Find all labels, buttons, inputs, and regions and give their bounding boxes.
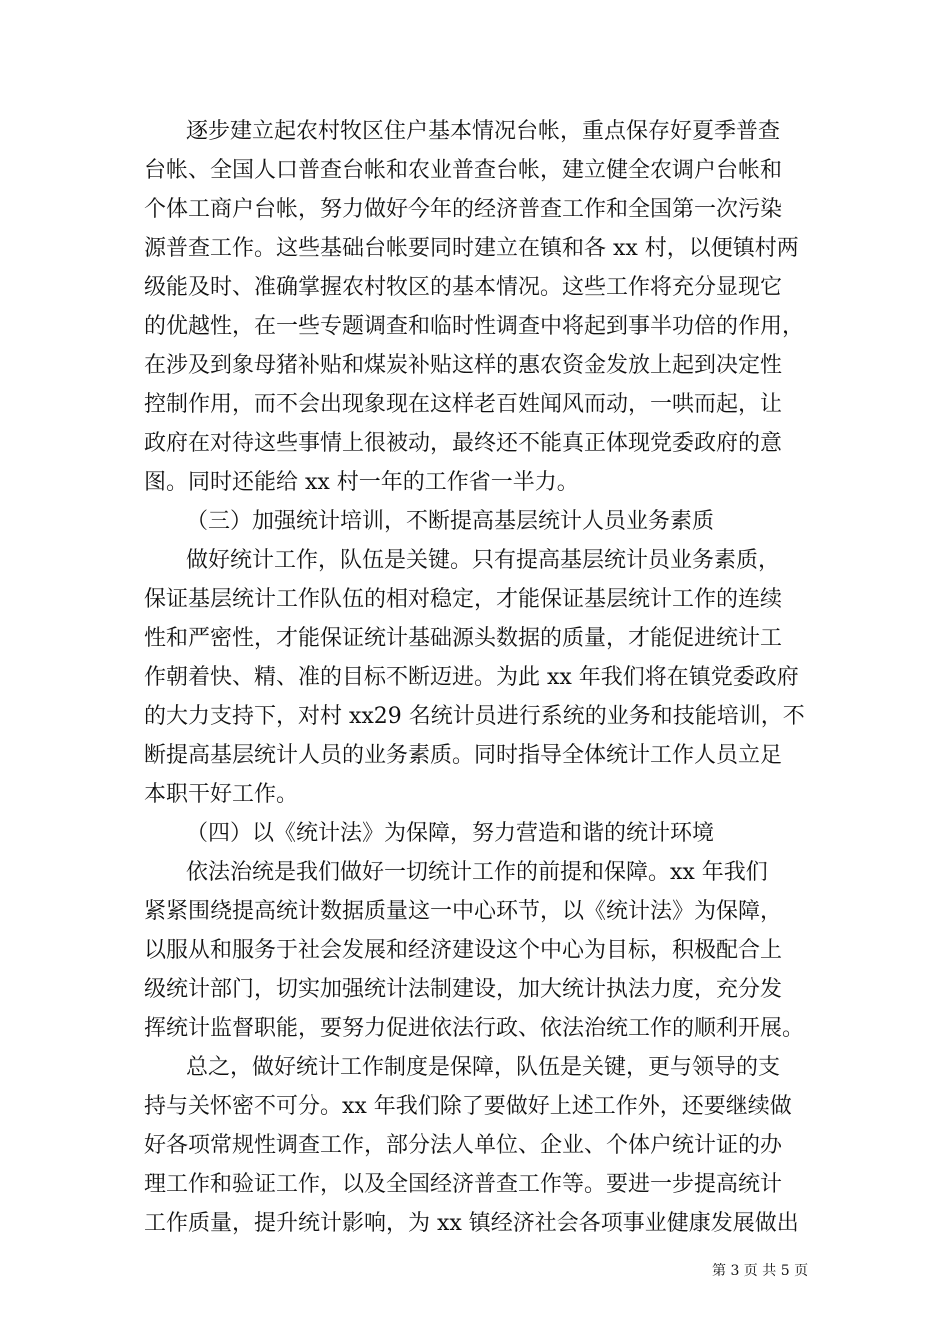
section-heading: （四）以《统计法》为保障，努力营造和谐的统计环境: [186, 821, 715, 846]
text-line: 个体工商户台帐，努力做好今年的经济普查工作和全国第一次污染: [144, 197, 783, 222]
text-line: 紧紧围绕提高统计数据质量这一中心环节，以《统计法》为保障，: [144, 899, 783, 924]
text-line: 性和严密性，才能保证统计基础源头数据的质量，才能促进统计工: [144, 626, 783, 651]
text-line: 做好统计工作，队伍是关键。只有提高基层统计员业务素质，: [186, 548, 781, 573]
text-line: 持与关怀密不可分。xx 年我们除了要做好上述工作外，还要继续做: [144, 1094, 792, 1119]
text-line: 图。同时还能给 xx 村一年的工作省一半力。: [144, 470, 579, 495]
text-line: 级统计部门，切实加强统计法制建设，加大统计执法力度，充分发: [144, 977, 783, 1002]
text-line: 控制作用，而不会出现象现在这样老百姓闻风而动，一哄而起，让: [144, 392, 783, 417]
text-line: 断提高基层统计人员的业务素质。同时指导全体统计工作人员立足: [144, 743, 783, 768]
text-line: 台帐、全国人口普查台帐和农业普查台帐，建立健全农调户台帐和: [144, 158, 783, 183]
text-line: 级能及时、准确掌握农村牧区的基本情况。这些工作将充分显现它: [144, 275, 783, 300]
text-line: 的大力支持下，对村 xx29 名统计员进行系统的业务和技能培训，不: [144, 704, 805, 729]
text-line: 理工作和验证工作，以及全国经济普查工作等。要进一步提高统计: [144, 1172, 783, 1197]
text-line: 挥统计监督职能，要努力促进依法行政、依法治统工作的顺利开展。: [144, 1016, 805, 1041]
text-line: 保证基层统计工作队伍的相对稳定，才能保证基层统计工作的连续: [144, 587, 783, 612]
text-line: 以服从和服务于社会发展和经济建设这个中心为目标，积极配合上: [144, 938, 783, 963]
text-line: 作朝着快、精、准的目标不断迈进。为此 xx 年我们将在镇党委政府: [144, 665, 799, 690]
text-line: 总之，做好统计工作制度是保障，队伍是关键，更与领导的支: [186, 1055, 781, 1080]
text-line: 政府在对待这些事情上很被动，最终还不能真正体现党委政府的意: [144, 431, 783, 456]
text-line: 的优越性，在一些专题调查和临时性调查中将起到事半功倍的作用，: [144, 314, 805, 339]
page-number: 第 3 页 共 5 页: [712, 1263, 809, 1279]
text-line: 工作质量，提升统计影响，为 xx 镇经济社会各项事业健康发展做出: [144, 1211, 799, 1236]
section-heading: （三）加强统计培训，不断提高基层统计人员业务素质: [186, 509, 715, 534]
text-line: 源普查工作。这些基础台帐要同时建立在镇和各 xx 村，以便镇村两: [144, 236, 799, 261]
text-line: 依法治统是我们做好一切统计工作的前提和保障。xx 年我们: [186, 860, 768, 885]
text-line: 本职干好工作。: [144, 782, 299, 807]
text-line: 在涉及到象母猪补贴和煤炭补贴这样的惠农资金发放上起到决定性: [144, 353, 783, 378]
text-line: 逐步建立起农村牧区住户基本情况台帐，重点保存好夏季普查: [186, 119, 781, 144]
text-line: 好各项常规性调查工作，部分法人单位、企业、个体户统计证的办: [144, 1133, 783, 1158]
